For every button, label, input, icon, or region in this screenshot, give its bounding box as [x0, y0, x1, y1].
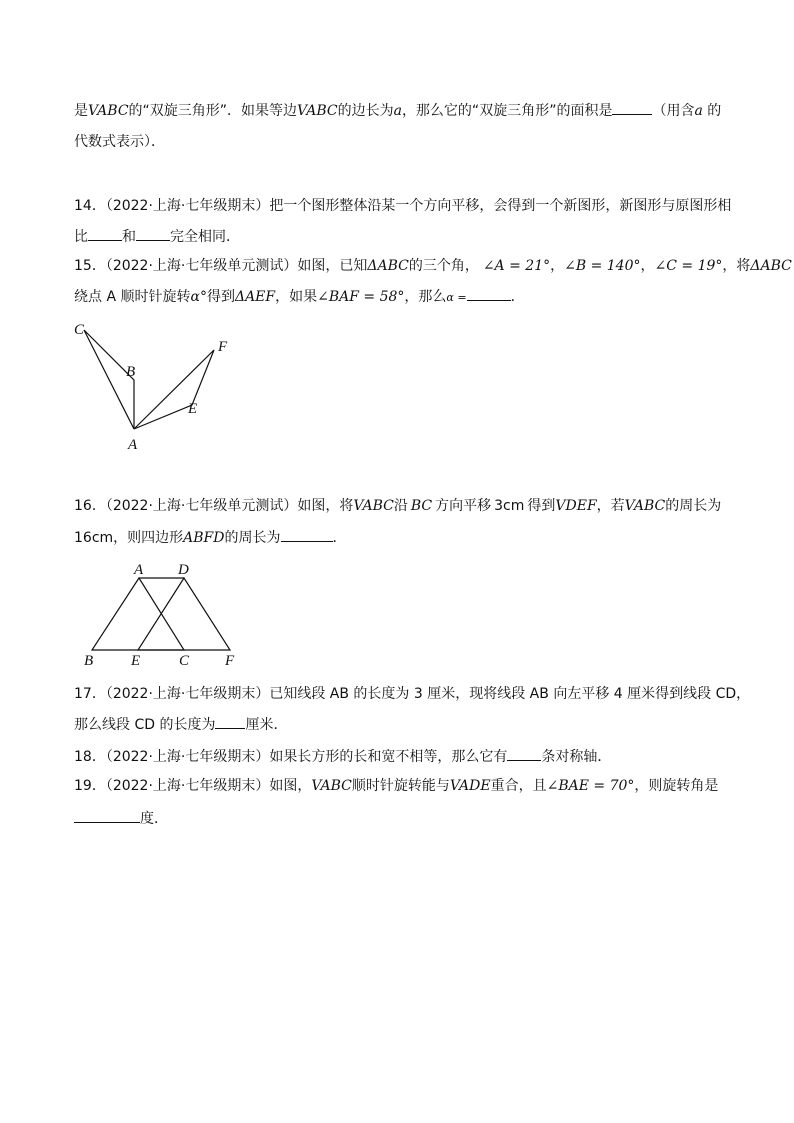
q15-text: ，	[640, 258, 655, 274]
q15-triangle-aef	[134, 350, 214, 429]
q13-text: 的“双旋三角形”．如果等边	[128, 103, 298, 119]
q19-text: 度．	[140, 811, 168, 827]
q16-triangle-def	[138, 578, 230, 650]
q15-angle-c: ∠C = 19°	[654, 258, 723, 274]
q15-text: ，那么	[404, 289, 447, 305]
q14-answer-blank-2	[136, 226, 170, 241]
q13-var: a	[694, 103, 703, 119]
q16-triangle-label: VABC	[353, 498, 394, 514]
q14-text: 和	[122, 229, 136, 245]
q18-answer-blank	[507, 746, 541, 761]
q16-label-f: F	[225, 653, 235, 669]
q15-alpha-eq: α =	[446, 291, 467, 304]
q13-var: a	[393, 103, 402, 119]
q18-text: 18．（2022·上海·七年级期末）如果长方形的长和宽不相等，那么它有	[74, 749, 508, 765]
q16-line-2	[74, 527, 347, 548]
q19-line-2	[74, 808, 168, 829]
q16-distance: 3cm	[494, 498, 525, 514]
q15-label-a: A	[128, 437, 138, 453]
q16-line-1	[74, 496, 721, 516]
q13-answer-blank	[612, 100, 652, 115]
q14-text: 比	[74, 229, 88, 245]
q19-answer-blank	[74, 808, 140, 823]
q13-text: ，那么它的“双旋三角形”的面积是	[401, 103, 613, 119]
q15-text: ，如果	[275, 289, 318, 305]
q16-text: 沿	[393, 498, 408, 514]
q16-text: 方向平移	[435, 498, 492, 514]
q15-line-2	[74, 286, 525, 308]
q16-triangle-abc	[92, 578, 184, 650]
q14-line-2	[74, 226, 240, 247]
q16-triangle-label: VDEF	[555, 498, 597, 514]
q15-label-e: E	[188, 401, 198, 417]
q15-triangle-label: ΔAEF	[234, 289, 276, 305]
q16-segment-label: BC	[410, 498, 433, 514]
q15-text: 得到	[206, 289, 235, 305]
q15-angle-a: ∠A = 21°	[482, 258, 551, 274]
q19-text: ，则旋转角是	[634, 778, 719, 794]
q15-text: ，将	[722, 258, 751, 274]
q19-triangle-label: VABC	[311, 778, 352, 794]
q16-triangle-label: VABC	[624, 498, 666, 514]
q16-text: 得到	[527, 498, 556, 514]
q17-line-1: 17．（2022·上海·七年级期末）已知线段 AB 的长度为 3 厘米，现将线段 AB 向左平移 4 厘米得到线段 CD，	[74, 686, 751, 702]
q16-quad-label: ABFD	[183, 530, 225, 546]
q15-text: 绕点 A 顺时针旋转	[74, 289, 191, 305]
q16-text: ，若	[596, 498, 625, 514]
q16-text: 的周长为	[665, 498, 722, 514]
q15-triangle-label: ΔABC	[367, 258, 409, 274]
q16-label-a: A	[134, 562, 144, 578]
q15-angle-baf: ∠BAF = 58°	[317, 289, 405, 305]
q15-line-1	[74, 256, 792, 276]
q15-angle-b: ∠B = 140°	[564, 258, 641, 274]
q15-label-b: B	[126, 364, 136, 380]
q15-triangle-label: ΔABC	[750, 258, 792, 274]
q16-text: 16．（2022·上海·七年级单元测试）如图，将	[74, 498, 354, 514]
q16-text: 的周长为	[224, 530, 281, 546]
q16-answer-blank	[281, 527, 333, 542]
q15-label-f: F	[218, 339, 228, 355]
q13-text: 的边长为	[337, 103, 394, 119]
q15-text: ，	[550, 258, 565, 274]
q14-text: 完全相同．	[170, 229, 240, 245]
q15-answer-blank	[467, 286, 511, 301]
q15-text: 15．（2022·上海·七年级单元测试）如图，已知	[74, 258, 368, 274]
q13-text: 的	[702, 103, 722, 119]
q13-text: 是	[74, 103, 88, 119]
q14-answer-blank-1	[88, 226, 122, 241]
q19-text: 19．（2022·上海·七年级期末）如图，	[74, 778, 312, 794]
q13-line-1	[74, 100, 721, 121]
q18-line-1	[74, 746, 611, 767]
q16-label-d: D	[178, 562, 189, 578]
q13-triangle-label: VABC	[297, 103, 338, 119]
q17-answer-blank	[215, 714, 245, 729]
q14-line-1: 14．（2022·上海·七年级期末）把一个图形整体沿某一个方向平移，会得到一个新图形，新图形与原图形相	[74, 198, 732, 214]
q16-label-c: C	[179, 653, 190, 669]
q18-text: 条对称轴．	[541, 749, 612, 765]
q19-text: 重合，且	[490, 778, 547, 794]
q19-text: 顺时针旋转能与	[351, 778, 450, 794]
q15-text: 的三个角，	[408, 258, 479, 274]
q17-line-2	[74, 714, 287, 735]
q15-figure	[66, 318, 266, 458]
q13-text: （用含	[652, 103, 695, 119]
q19-line-1	[74, 776, 718, 796]
q13-line-2: 代数式表示）．	[74, 134, 165, 150]
q17-text: 厘米．	[245, 717, 288, 733]
q19-angle-bae: ∠BAE = 70°	[546, 778, 635, 794]
q16-text: 16cm，则四边形	[74, 530, 184, 546]
q16-label-e: E	[131, 653, 141, 669]
q16-text: ．	[332, 530, 347, 546]
q15-text: ．	[510, 289, 525, 305]
q16-label-b: B	[84, 653, 94, 669]
q13-triangle-label: VABC	[88, 103, 129, 119]
q17-text: 那么线段 CD 的长度为	[74, 717, 216, 733]
q16-figure	[80, 562, 250, 672]
q15-alpha: α°	[190, 289, 207, 305]
q15-label-c: C	[74, 322, 85, 338]
q19-triangle-label: VADE	[449, 778, 491, 794]
